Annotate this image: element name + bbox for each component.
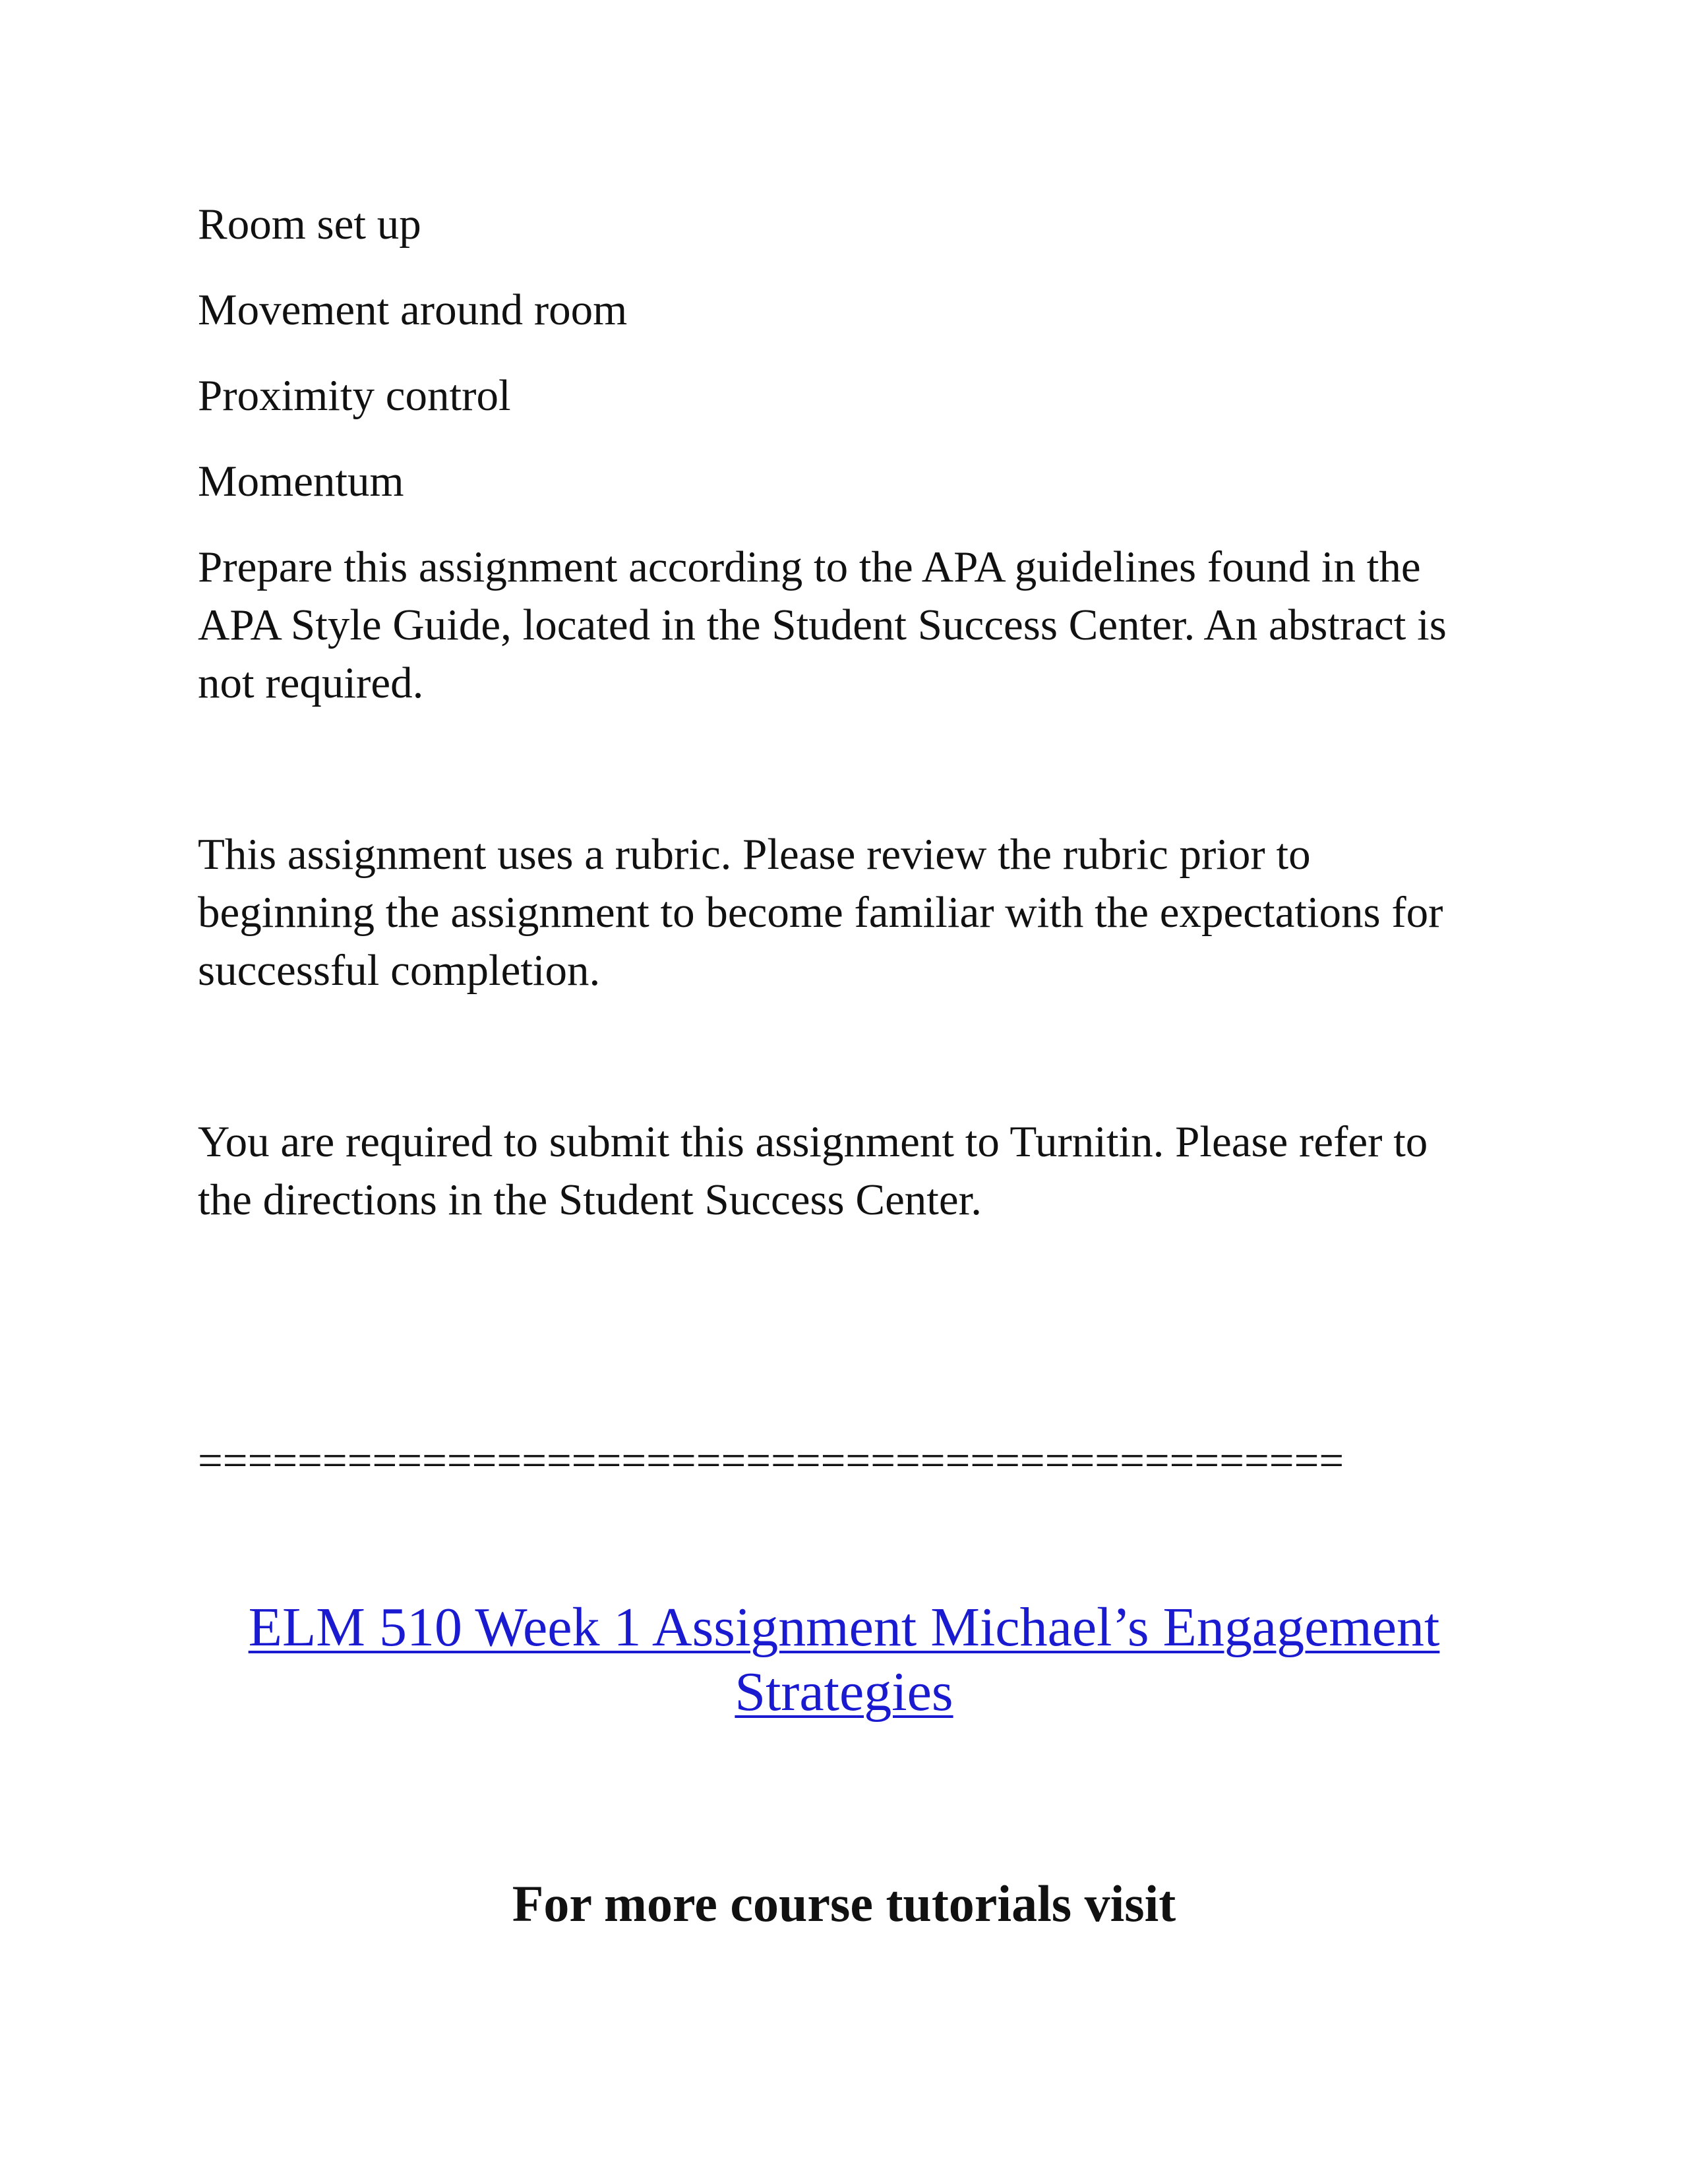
- footer-text: For more course tutorials visit: [512, 1875, 1176, 1932]
- list-item: Movement around room: [198, 285, 628, 334]
- divider-line: ==============================================: [198, 1436, 1344, 1485]
- course-assignment-link[interactable]: ELM 510 Week 1 Assignment Michael’s Engagement Strategies: [248, 1597, 1440, 1723]
- apa-guidelines-paragraph: Prepare this assignment according to the APA guidelines found in the APA Style Guide, located in the Student Success Center. An abstract is not required.: [198, 543, 1447, 707]
- list-item: Momentum: [198, 457, 404, 506]
- course-link-heading: [198, 1595, 1490, 1725]
- turnitin-paragraph: You are required to submit this assignment to Turnitin. Please refer to the directions in the Student Success Center.: [198, 1117, 1428, 1224]
- list-item: Proximity control: [198, 371, 511, 420]
- list-item: Room set up: [198, 200, 421, 249]
- rubric-paragraph: This assignment uses a rubric. Please review the rubric prior to beginning the assignment to become familiar with the expectations for successful completion.: [198, 830, 1443, 995]
